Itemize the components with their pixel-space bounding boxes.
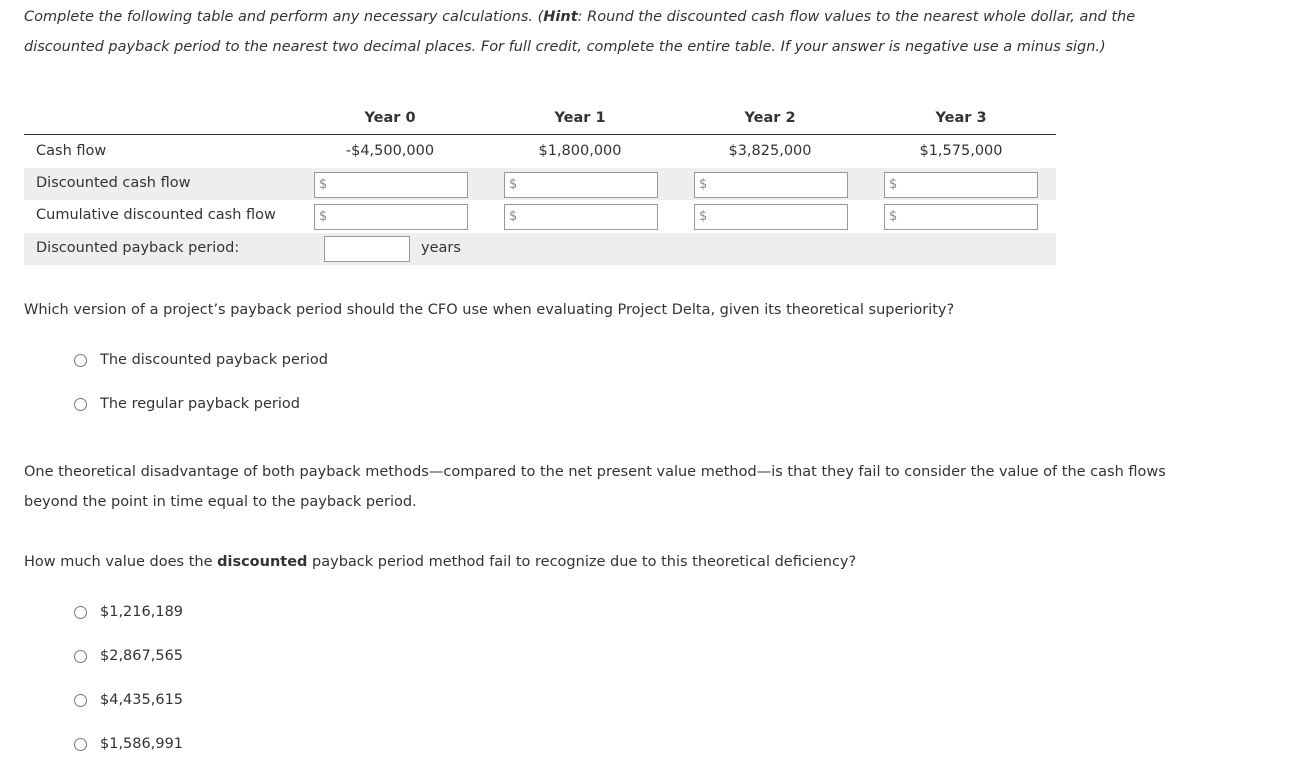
cumulative-field-year-2[interactable] — [711, 206, 845, 228]
discounted-input-year-3[interactable] — [884, 172, 1038, 198]
dollar-sign: $ — [319, 177, 328, 192]
discounted-field-year-3[interactable] — [901, 174, 1035, 196]
discounted-input-year-2[interactable] — [694, 172, 848, 198]
years-unit-label: years — [421, 240, 461, 256]
header-year-0: Year 0 — [364, 110, 416, 126]
question-2: How much value does the discounted payback period method fail to recognize due to this theoretical deficiency? — [24, 554, 857, 570]
table-header — [24, 106, 1056, 135]
dollar-sign: $ — [889, 177, 898, 192]
row-label-cash-flow: Cash flow — [36, 143, 107, 159]
cumulative-input-year-2[interactable] — [694, 204, 848, 230]
payback-field[interactable] — [325, 237, 411, 259]
payback-input[interactable] — [324, 236, 410, 262]
q2-option-label: $2,867,565 — [100, 648, 184, 664]
header-year-3: Year 3 — [935, 110, 987, 126]
header-year-1: Year 1 — [554, 110, 606, 126]
row-cumulative-cash-flow — [24, 200, 1056, 232]
q2-option-label: $1,216,189 — [100, 604, 184, 620]
emphasis-discounted: discounted — [217, 554, 308, 570]
cash-flow-year-2: $3,825,000 — [728, 143, 812, 159]
radio-icon[interactable] — [74, 650, 87, 663]
discounted-field-year-0[interactable] — [331, 174, 465, 196]
cash-flow-year-3: $1,575,000 — [919, 143, 1003, 159]
instructions: Complete the following table and perform any necessary calculations. (Hint: Round the discounted cash flow values to the nearest whole dollar, and the discounted payback period to the nearest two decimal places. For full credit, complete the entire table. If your answer is negative use a minus sign.) — [24, 9, 1136, 55]
dollar-sign: $ — [699, 177, 708, 192]
row-label-cumulative: Cumulative discounted cash flow — [36, 207, 276, 223]
q2-option-label: $1,586,991 — [100, 736, 184, 752]
discounted-input-year-1[interactable] — [504, 172, 658, 198]
cumulative-field-year-0[interactable] — [331, 206, 465, 228]
row-discounted-cash-flow — [24, 168, 1056, 200]
question-1: Which version of a project’s payback period should the CFO use when evaluating Project Delta, given its theoretical superiority? — [24, 302, 955, 318]
dollar-sign: $ — [319, 209, 328, 224]
dollar-sign: $ — [509, 177, 518, 192]
dollar-sign: $ — [889, 209, 898, 224]
q1-option-label: The regular payback period — [100, 396, 300, 412]
row-label-discounted: Discounted cash flow — [36, 175, 191, 191]
radio-icon[interactable] — [74, 354, 87, 367]
discounted-field-year-2[interactable] — [711, 174, 845, 196]
q2-option-label: $4,435,615 — [100, 692, 184, 708]
dollar-sign: $ — [509, 209, 518, 224]
q1-option-label: The discounted payback period — [100, 352, 328, 368]
discounted-input-year-0[interactable] — [314, 172, 468, 198]
cumulative-input-year-1[interactable] — [504, 204, 658, 230]
radio-icon[interactable] — [74, 738, 87, 751]
radio-icon[interactable] — [74, 398, 87, 411]
cash-flow-year-0: -$4,500,000 — [345, 143, 435, 159]
row-label-payback: Discounted payback period: — [36, 240, 240, 256]
row-discounted-payback — [24, 233, 1056, 265]
discounted-field-year-1[interactable] — [521, 174, 655, 196]
cumulative-input-year-0[interactable] — [314, 204, 468, 230]
hint-label: Hint — [543, 9, 578, 25]
header-year-2: Year 2 — [744, 110, 796, 126]
cumulative-field-year-1[interactable] — [521, 206, 655, 228]
theory-note: One theoretical disadvantage of both payback methods—compared to the net present value method—is that they fail to consider the value of the cash flows beyond the point in time equal to the payback period. — [24, 464, 1166, 510]
cumulative-field-year-3[interactable] — [901, 206, 1035, 228]
radio-icon[interactable] — [74, 606, 87, 619]
row-cash-flow — [24, 136, 1056, 168]
cumulative-input-year-3[interactable] — [884, 204, 1038, 230]
dollar-sign: $ — [699, 209, 708, 224]
cash-flow-year-1: $1,800,000 — [538, 143, 622, 159]
radio-icon[interactable] — [74, 694, 87, 707]
